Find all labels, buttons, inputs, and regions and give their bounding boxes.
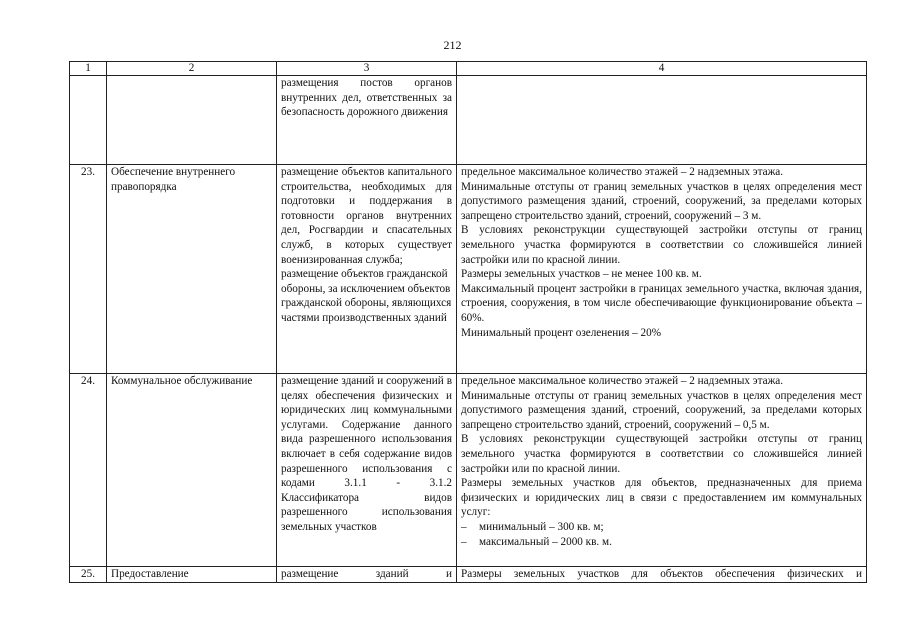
use-type-name: Коммунальное обслуживание [107,374,277,567]
header-cell: 1 [70,62,107,76]
header-cell: 2 [107,62,277,76]
parameter-paragraph: Размеры земельных участков для объектов обеспечения физических и [461,568,862,580]
list-item-text: максимальный – 2000 кв. м. [479,535,612,548]
dash-bullet: – [461,520,467,533]
list-item [461,520,862,535]
parameter-paragraph: предельное максимальное количество этажей – 2 надземных этажа. [461,166,784,178]
description-paragraph: размещение объектов гражданской обороны, за исключением объектов гражданской обороны, являющихся частями производственных зданий [281,268,452,324]
parameter-paragraph: Минимальные отступы от границ земельных участков в целях определения мест допустимого размещения зданий, строений, сооружений, за пределами которых запрещено строительство зданий, строений, сооружений – 0,5 м. [461,389,862,431]
table-row [70,165,867,374]
parameter-paragraph: Размеры земельных участков – не менее 100 кв. м. [461,268,702,281]
row-number [70,76,107,165]
page-number: 212 [443,38,462,52]
parameter-paragraph: Максимальный процент застройки в границах земельного участка, включая здания, строения, сооружения, в том числе обеспечивающие функционирование объекта – 60%. [461,282,862,324]
parameter-paragraph: В условиях реконструкции существующей застройки отступы от границ земельного участка формируются в соответствии со сложившейся линией застройки или по красной линии. [461,224,862,266]
parameter-paragraph: Минимальные отступы от границ земельных участков в целях определения мест допустимого размещения зданий, строений, сооружений, за пределами которых запрещено строительство зданий, строений, сооружений – 3 м. [461,180,862,222]
dash-bullet: – [461,535,467,548]
row-number: 24. [70,374,107,567]
header-cell: 4 [457,62,867,76]
table-row [70,374,867,567]
list-item [461,535,862,550]
description-paragraph: размещения постов органов внутренних дел, ответственных за безопасность дорожного движения [281,77,452,119]
use-description [277,374,457,567]
use-type-name: Предоставление [107,567,277,583]
description-paragraph: размещение объектов капитального строительства, необходимых для подготовки и поддержания в готовности органов внутренних дел, Росгвардии и спасательных служб, в которых существует военизированная служба; [281,166,452,266]
row-number: 25. [70,567,107,583]
use-description [277,76,457,165]
table-row [70,76,867,165]
parameter-paragraph: Минимальный процент озеленения – 20% [461,326,662,339]
use-description [277,165,457,374]
row-number: 23. [70,165,107,374]
parameters-cell [457,165,867,374]
table-header-row [70,62,867,76]
use-description [277,567,457,583]
use-type-name: Обеспечение внутреннего правопорядка [107,165,277,374]
header-cell: 3 [277,62,457,76]
parameter-paragraph: Размеры земельных участков для объектов, предназначенных для приема физических и юридических лиц в связи с предоставлением им коммунальных услуг: [461,477,862,519]
zoning-table [69,61,867,583]
description-paragraph: размещение зданий и сооружений в целях обеспечения физических и юридических лиц коммунальными услугами. Содержание данного вида разрешенного использования включает в себя содержание видов разрешенного использования с кодами 3.1.1 - 3.1.2 Классификатора видов разрешенного использования земельных участков [281,375,452,533]
use-type-name [107,76,277,165]
parameters-cell [457,76,867,165]
parameters-cell [457,374,867,567]
parameter-paragraph: предельное максимальное количество этажей – 2 надземных этажа. [461,375,784,387]
list-item-text: минимальный – 300 кв. м; [479,520,604,533]
parameters-cell [457,567,867,583]
description-paragraph: размещение зданий и [281,568,452,580]
parameter-paragraph: В условиях реконструкции существующей застройки отступы от границ земельного участка формируются в соответствии со сложившейся линией застройки или по красной линии. [461,433,862,475]
table-row [70,567,867,583]
